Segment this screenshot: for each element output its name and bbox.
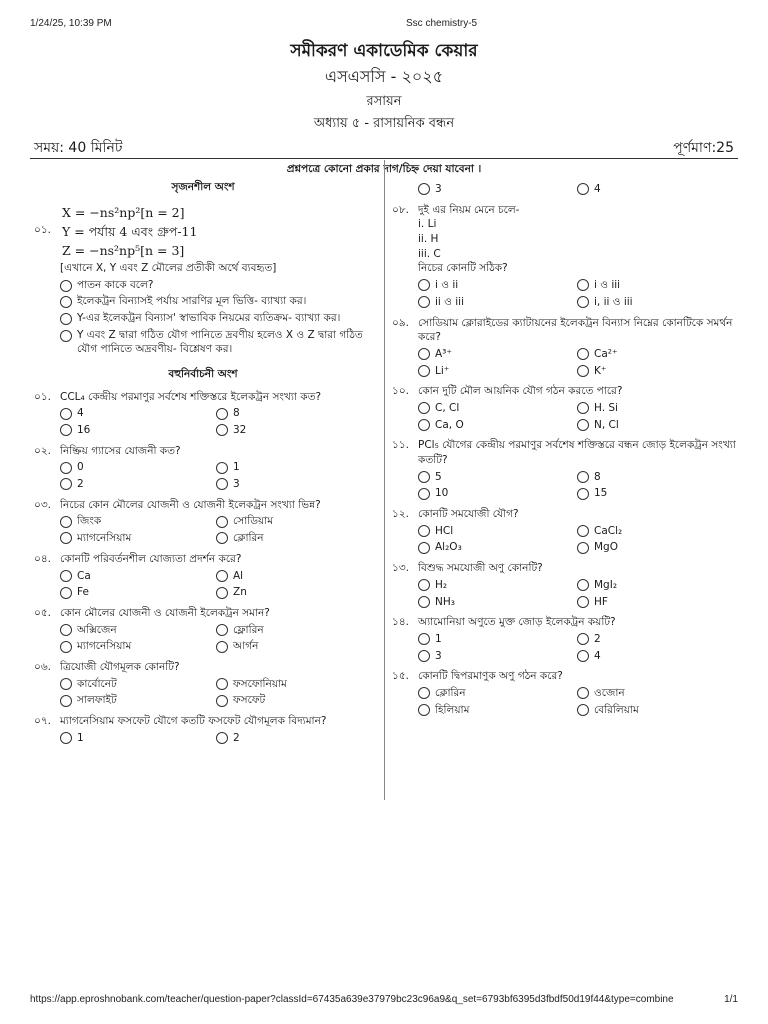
mcq-question [392,669,736,717]
option-marker [577,183,589,195]
option-marker [60,296,72,308]
option-text: H₂ [435,578,448,591]
option-marker [216,424,228,436]
statement: ii. H [418,233,439,246]
print-title: Ssc chemistry-5 [406,18,478,29]
print-url: https://app.eproshnobank.com/teacher/question-paper?classId=67435a639e37979bc23c96a9&q_set=6793bf6395d3fbdf50d19f44&type=combine [30,994,674,1005]
question-number: ০৪. [34,552,51,565]
option-2 [577,686,736,701]
option-2 [577,632,736,647]
option-marker [577,579,589,591]
option-4 [577,649,736,664]
mcq-question [34,390,372,438]
question-number: ০৯. [392,316,409,329]
option-1 [418,401,577,416]
option-4 [577,364,736,379]
question-stem [392,384,736,399]
option-text: ক্লোরিন [233,532,264,545]
question-number: ১৫. [392,670,409,683]
column-divider [384,160,385,800]
question-stem [34,444,372,459]
option-1 [60,731,216,746]
option-marker [60,587,72,599]
option-marker [60,330,72,342]
option-text: 4 [594,649,601,662]
option-2 [216,677,372,692]
creative-question [34,203,372,357]
mcq-question [392,507,736,555]
option-text: হিলিয়াম [435,703,470,716]
option-3 [418,295,577,310]
mcq-question [392,615,736,663]
option-1 [60,406,216,421]
mcq-question [392,203,736,310]
option-marker [216,478,228,490]
notice: প্রশ্নপত্রে কোনো প্রকার দাগ/চিহ্ন দেয়া যাবেনা । [286,163,482,175]
mcq-question [392,561,736,609]
exam-name: এসএসসি - ২০২৫ [324,67,444,86]
option-4 [577,703,736,718]
option-text: 3 [233,478,240,491]
option-2 [577,578,736,593]
option-marker [60,280,72,292]
option-marker [216,570,228,582]
question-text: PCl₅ যৌগের কেন্দ্রীয় পরমাণুর সর্বশেষ শক্তিস্তরে বন্ধন জোড় ইলেকট্রন সংখ্যা কতটি? [418,439,736,466]
option-marker [418,365,430,377]
options [392,470,736,501]
question-stem [34,498,372,513]
creative-section-title: সৃজনশীল অংশ [171,181,235,193]
option-marker [577,687,589,699]
option-1 [60,569,216,584]
option-text: 2 [77,478,84,491]
options [392,578,736,609]
question-stem [392,615,736,630]
question-number: ১৪. [392,616,409,629]
option-1 [418,470,577,485]
print-page-number: 1/1 [724,994,738,1005]
mcq-question [392,384,736,432]
option-text: 1 [435,632,442,645]
option-marker [418,633,430,645]
question-stem [34,660,372,675]
question-number: ১৩. [392,562,409,575]
question-number: ০১. [34,390,51,403]
option-text: সোডিয়াম [233,515,274,528]
header-divider [30,158,738,159]
option-3 [418,540,577,555]
option-marker [577,419,589,431]
option-marker [60,678,72,690]
option-marker [577,402,589,414]
question-text: নিষ্ক্রিয় গ্যাসের যোজনী কত? [60,444,181,457]
option-text: Ca²⁺ [594,347,618,360]
option-marker [418,471,430,483]
option-marker [418,348,430,360]
option-3 [418,649,577,664]
option-text: কার্বোনেট [77,677,117,690]
option-text: 8 [233,407,240,420]
option-3 [418,486,577,501]
question-text: কোন দুটি মৌল আয়নিক যৌগ গঠন করতে পারে? [418,385,623,398]
options [392,278,736,309]
option-marker [418,704,430,716]
options [34,677,372,708]
mcq-question [34,444,372,492]
option-3 [60,423,216,438]
option-text: Zn [233,586,247,599]
option-marker [577,296,589,308]
option-3 [60,639,216,654]
option-text: ফ্লোরিন [233,623,264,636]
option-text: Al₂O₃ [435,541,462,554]
left-column [34,180,372,751]
creative-part-gha: Y এবং Z দ্বারা গঠিত যৌগ পানিতে দ্রবণীয় হলেও X ও Z দ্বারা গঠিত যৌগ পানিতে অদ্রবণীয়- বিশ্লেষণ কর। [34,328,372,357]
option-text: 5 [435,470,442,483]
option-2 [577,347,736,362]
option-text: 0 [77,461,84,474]
option-marker [60,424,72,436]
option-2 [216,406,372,421]
option-marker [418,402,430,414]
option-marker [418,542,430,554]
question-text: কোনটি পরিবর্তনশীল যোজ্যতা প্রদর্শন করে? [60,552,242,565]
option-marker [216,462,228,474]
question-number: ১০. [392,385,409,398]
mcq-question [392,438,736,501]
option-marker [216,641,228,653]
question-text: ম্যাগনেসিয়াম ফসফেট যৌগে কতটি ফসফেট যৌগমূলক বিদ্যমান? [60,715,327,727]
option-1 [60,514,216,529]
option-marker [216,695,228,707]
subject-name: রসায়ন [366,94,402,109]
option-text: NH₃ [435,595,455,608]
option-marker [60,478,72,490]
option-marker [418,579,430,591]
option-marker [60,313,72,325]
option-text: 8 [594,470,601,483]
option-marker [60,532,72,544]
equation-y: Y = পর্যায় 4 এবং গ্রুপ-11 [62,224,198,240]
option-marker [577,488,589,500]
option-marker [577,704,589,716]
option-1 [418,578,577,593]
option-marker [60,462,72,474]
exam-time: সময়: 40 মিনিট [34,140,123,156]
question-text: ত্রিযোজী যৌগমূলক কোনটি? [60,660,180,673]
option-marker [60,570,72,582]
option-text: 3 [435,649,442,662]
option-marker [60,641,72,653]
option-text: 15 [594,487,608,500]
option-marker [60,516,72,528]
option-1 [60,460,216,475]
options [34,406,372,437]
option-marker [60,624,72,636]
option-1 [418,686,577,701]
option-1 [418,278,577,293]
option-text: N, Cl [594,418,619,431]
option-text: Al [233,569,244,582]
question-text: কোনটি সমযোজী যৌগ? [418,508,519,521]
option-text: i, ii ও iii [594,295,633,308]
institution-name: সমীকরণ একাডেমিক কেয়ার [290,41,478,61]
option-marker [418,596,430,608]
question-number: ০২. [34,444,51,457]
option-1 [418,524,577,539]
option-text: 1 [233,461,240,474]
option-marker [577,471,589,483]
equation-x: X = −ns²np²[n = 2] [62,204,185,220]
option-2 [577,278,736,293]
option-text: ফসফোনিয়াম [233,677,287,690]
option-marker [577,525,589,537]
option-marker [216,732,228,744]
option-marker [216,516,228,528]
option-2 [577,401,736,416]
question-number: ০৫. [34,606,51,619]
option-text: Li⁺ [435,364,450,377]
question-text: অ্যামোনিয়া অণুতে মুক্ত জোড় ইলেকট্রন কয়টি? [418,616,616,629]
option-marker [577,365,589,377]
option-2 [216,623,372,638]
option-4 [216,531,372,546]
statement: iii. C [418,247,441,260]
question-text: কোনটি দ্বিপরমাণুক অণু গঠন করে? [418,670,563,683]
option-text: Ca [77,569,91,582]
option-4 [577,486,736,501]
option-text: 4 [594,183,601,195]
mcq-question [34,606,372,654]
options [392,686,736,717]
question-stem [392,507,736,522]
option-text: 3 [435,183,442,195]
option-2 [216,569,372,584]
option-marker [418,419,430,431]
option-1 [60,677,216,692]
option-2 [216,514,372,529]
question-text: নিচের কোন মৌলের যোজনী ও যোজনী ইলেকট্রন সংখ্যা ভিন্ন? [60,498,321,511]
option-4 [577,418,736,433]
question-stem [34,390,372,405]
equation-z: Z = −ns²np⁵[n = 3] [62,243,185,259]
option-marker [418,687,430,699]
option-3 [418,595,577,610]
option-text: C, Cl [435,401,460,414]
option-text: ii ও iii [435,295,464,308]
creative-part-kha: ইলেকট্রন বিন্যাসই পর্যায় সারণির মূল ভিত্তি- ব্যাখ্যা কর। [34,294,372,309]
option-marker [418,183,430,195]
question-number: ০১. [34,224,51,237]
option-text: ক্লোরিন [435,686,466,699]
option-text: Ca, O [435,418,464,431]
question-number: ১১. [392,439,409,452]
option-text: MgO [594,541,618,554]
options [392,182,736,197]
question-number: ১২. [392,508,409,521]
option-marker [216,624,228,636]
option-text: i ও iii [594,279,621,292]
option-text: Fe [77,586,89,599]
option-marker [216,408,228,420]
option-text: K⁺ [594,364,607,377]
options [34,514,372,545]
creative-part-ka: পাতন কাকে বলে? [34,278,372,293]
option-text: 4 [77,407,84,420]
option-text: আর্গন [233,640,259,653]
full-marks: পূর্ণমাণ:25 [673,140,734,156]
options [392,632,736,663]
question-stem [392,316,736,345]
question-stem [34,714,372,729]
question-text: বিশুদ্ধ সমযোজী অণু কোনটি? [418,562,543,575]
option-text: 1 [77,731,84,744]
option-text: 32 [233,424,247,436]
question-stem [392,561,736,576]
option-text: 16 [77,424,91,436]
option-4 [577,295,736,310]
option-2 [216,460,372,475]
option-2 [577,524,736,539]
options [34,731,372,746]
option-4 [216,639,372,654]
question-number: ০৩. [34,498,51,511]
option-marker [577,279,589,291]
option-text: অক্সিজেন [77,623,117,636]
option-text: i ও ii [435,279,459,292]
option-2 [577,470,736,485]
option-3 [60,585,216,600]
option-3 [418,703,577,718]
option-text: বেরিলিয়াম [594,703,639,716]
option-text: H. Si [594,401,618,414]
statement: নিচের কোনটি সঠিক? [418,262,508,275]
option-text: HCl [435,524,454,537]
option-4 [577,540,736,555]
option-marker [577,348,589,360]
option-1 [418,632,577,647]
option-text: ম্যাগনেসিয়াম [77,640,132,653]
question-text: সোডিয়াম ক্লোরাইডের ক্যাটায়নের ইলেকট্রন বিন্যাস নিম্নের কোনটিকে সমর্থন করে? [418,316,733,344]
options [34,623,372,654]
option-text: ম্যাগনেসিয়াম [77,532,132,545]
question-number: ০৭. [34,715,51,727]
option-text: HF [594,595,608,608]
question-text: দুই এর নিয়ম মেনে চলে- [418,203,520,216]
option-marker [418,650,430,662]
right-column [392,180,736,723]
option-text: 2 [233,731,240,744]
option-text: MgI₂ [594,578,618,591]
question-text: CCL₄ কেন্দ্রীয় পরমাণুর সর্বশেষ শক্তিস্তরে ইলেকট্রন সংখ্যা কত? [60,390,322,403]
chapter-name: অধ্যায় ৫ - রাসায়নিক বন্ধন [313,116,455,131]
option-4 [577,595,736,610]
option-text: CaCl₂ [594,524,623,537]
question-stem [34,606,372,621]
options [34,569,372,600]
option-text: 10 [435,487,449,500]
mcq-question [34,498,372,546]
option-marker [216,532,228,544]
option-marker [577,542,589,554]
equation-block [34,203,372,261]
option-3 [60,477,216,492]
question-stem [34,552,372,567]
option-4 [577,182,736,197]
mcq-question [34,552,372,600]
option-marker [60,732,72,744]
option-4 [216,477,372,492]
statement: i. Li [418,218,437,231]
options [392,401,736,432]
option-marker [418,525,430,537]
question-stem [392,438,736,467]
mcq-section-title: বহুনির্বাচনী অংশ [168,367,238,380]
option-text: ওজোন [594,686,625,699]
option-marker [418,488,430,500]
option-text: ফসফেট [233,694,266,707]
options [392,524,736,555]
mcq-question [34,660,372,708]
question-stem [392,203,736,218]
creative-part-ga: Y-এর ইলেকট্রন বিন্যাস' স্বাভাবিক নিয়মের ব্যতিক্রম- ব্যাখ্যা কর। [34,311,372,326]
option-3 [418,418,577,433]
option-3 [418,364,577,379]
option-marker [577,633,589,645]
option-3 [418,182,577,197]
print-datetime: 1/24/25, 10:39 PM [30,18,112,29]
option-marker [216,587,228,599]
question-number: ০৬. [34,660,51,673]
option-text: 2 [594,632,601,645]
stem-note: [এখানে X, Y এবং Z মৌলের প্রতীকী অর্থে ব্যবহৃত] [60,261,277,274]
option-marker [577,596,589,608]
option-1 [418,347,577,362]
option-3 [60,693,216,708]
option-marker [216,678,228,690]
option-text: জিংক [77,515,102,528]
option-marker [418,296,430,308]
mcq-question [392,316,736,379]
option-text: A³⁺ [435,347,452,360]
option-text: সালফাইট [77,694,117,707]
option-marker [418,279,430,291]
question-number: ০৮. [392,203,409,216]
option-marker [60,408,72,420]
option-marker [577,650,589,662]
option-marker [60,695,72,707]
option-2 [216,731,372,746]
option-3 [60,531,216,546]
mcq-question-continued [392,182,736,197]
question-text: কোন মৌলের যোজনী ও যোজনী ইলেকট্রন সমান? [60,606,270,619]
option-1 [60,623,216,638]
mcq-question [34,714,372,745]
options [34,460,372,491]
option-4 [216,585,372,600]
option-4 [216,423,372,438]
question-stem [392,669,736,684]
options [392,347,736,378]
option-4 [216,693,372,708]
